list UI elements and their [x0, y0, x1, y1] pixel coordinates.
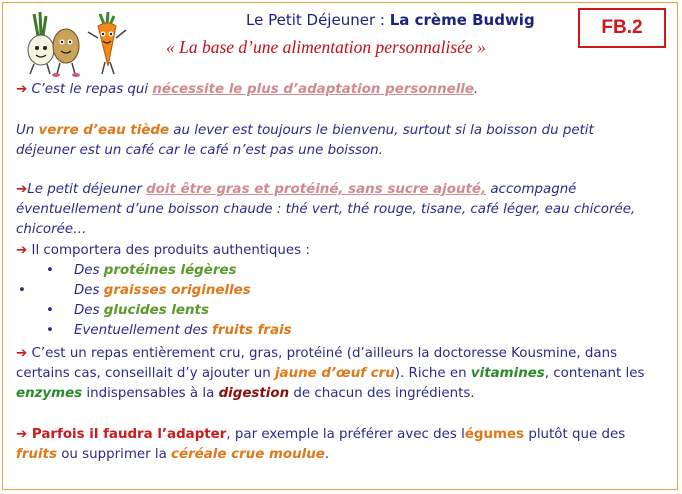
page-title: Le Petit Déjeuner : La crème Budwig: [246, 11, 535, 29]
highlight-adaptation: nécessite le plus d’adaptation personnelle: [152, 82, 474, 97]
list-item: • Eventuellement des fruits frais: [46, 321, 446, 341]
paragraph-adapt: ➔ Parfois il faudra l’adapter, par exemple la préférer avec des légumes plutôt que des fruits ou supprimer la céréale crue moulue.: [16, 427, 626, 462]
list-item: • Des glucides lents: [46, 301, 446, 321]
bullet-icon: •: [46, 323, 54, 338]
arrow-icon: ➔: [16, 182, 28, 197]
highlight-fat-protein: doit être gras et protéiné, sans sucre ajouté,: [146, 182, 487, 197]
bullet-icon: •: [46, 263, 54, 278]
arrow-icon: ➔: [16, 427, 28, 442]
bullet-icon: •: [18, 283, 26, 298]
carrot-character: [88, 12, 126, 74]
paragraph-adaptation: ➔ C’est le repas qui nécessite le plus d’adaptation personnelle.: [16, 82, 479, 97]
arrow-icon: ➔: [16, 243, 28, 258]
page-subtitle: « La base d’une alimentation personnalisée »: [166, 37, 486, 57]
highlight-warm-water: verre d’eau tiède: [38, 123, 170, 138]
arrow-icon: ➔: [16, 346, 28, 361]
sheet-code-badge: FB.2: [578, 8, 666, 48]
list-item: • Des protéines légères: [46, 261, 446, 281]
list-item: • Des graisses originelles: [18, 281, 418, 301]
paragraph-products: ➔ Il comportera des produits authentiques :: [16, 243, 310, 258]
vegetables-mascot-illustration: [14, 8, 132, 78]
paragraph-breakfast: ➔Le petit déjeuner doit être gras et protéiné, sans sucre ajouté, accompagné éventuellement d’une boisson chaude : thé vert, thé rouge, tisane, café léger, eau chicorée, chicorée…: [16, 182, 636, 237]
bullet-icon: •: [46, 303, 54, 318]
potato-character: [52, 29, 80, 77]
paragraph-water: Un verre d’eau tiède au lever est toujours le bienvenu, surtout si la boisson du petit déjeuner est un café car le café n’est pas une boisson.: [16, 123, 594, 158]
paragraph-raw-meal: ➔ C’est un repas entièrement cru, gras, protéiné (d’ailleurs la doctoresse Kousmine, dans certains cas, conseillait d’y ajouter un jaune d’œuf cru). Riche en vitamines, contenant les enzymes indispensables à la digestion de chacun des ingrédients.: [16, 346, 645, 401]
arrow-icon: ➔: [16, 82, 28, 97]
onion-character: [28, 12, 54, 74]
